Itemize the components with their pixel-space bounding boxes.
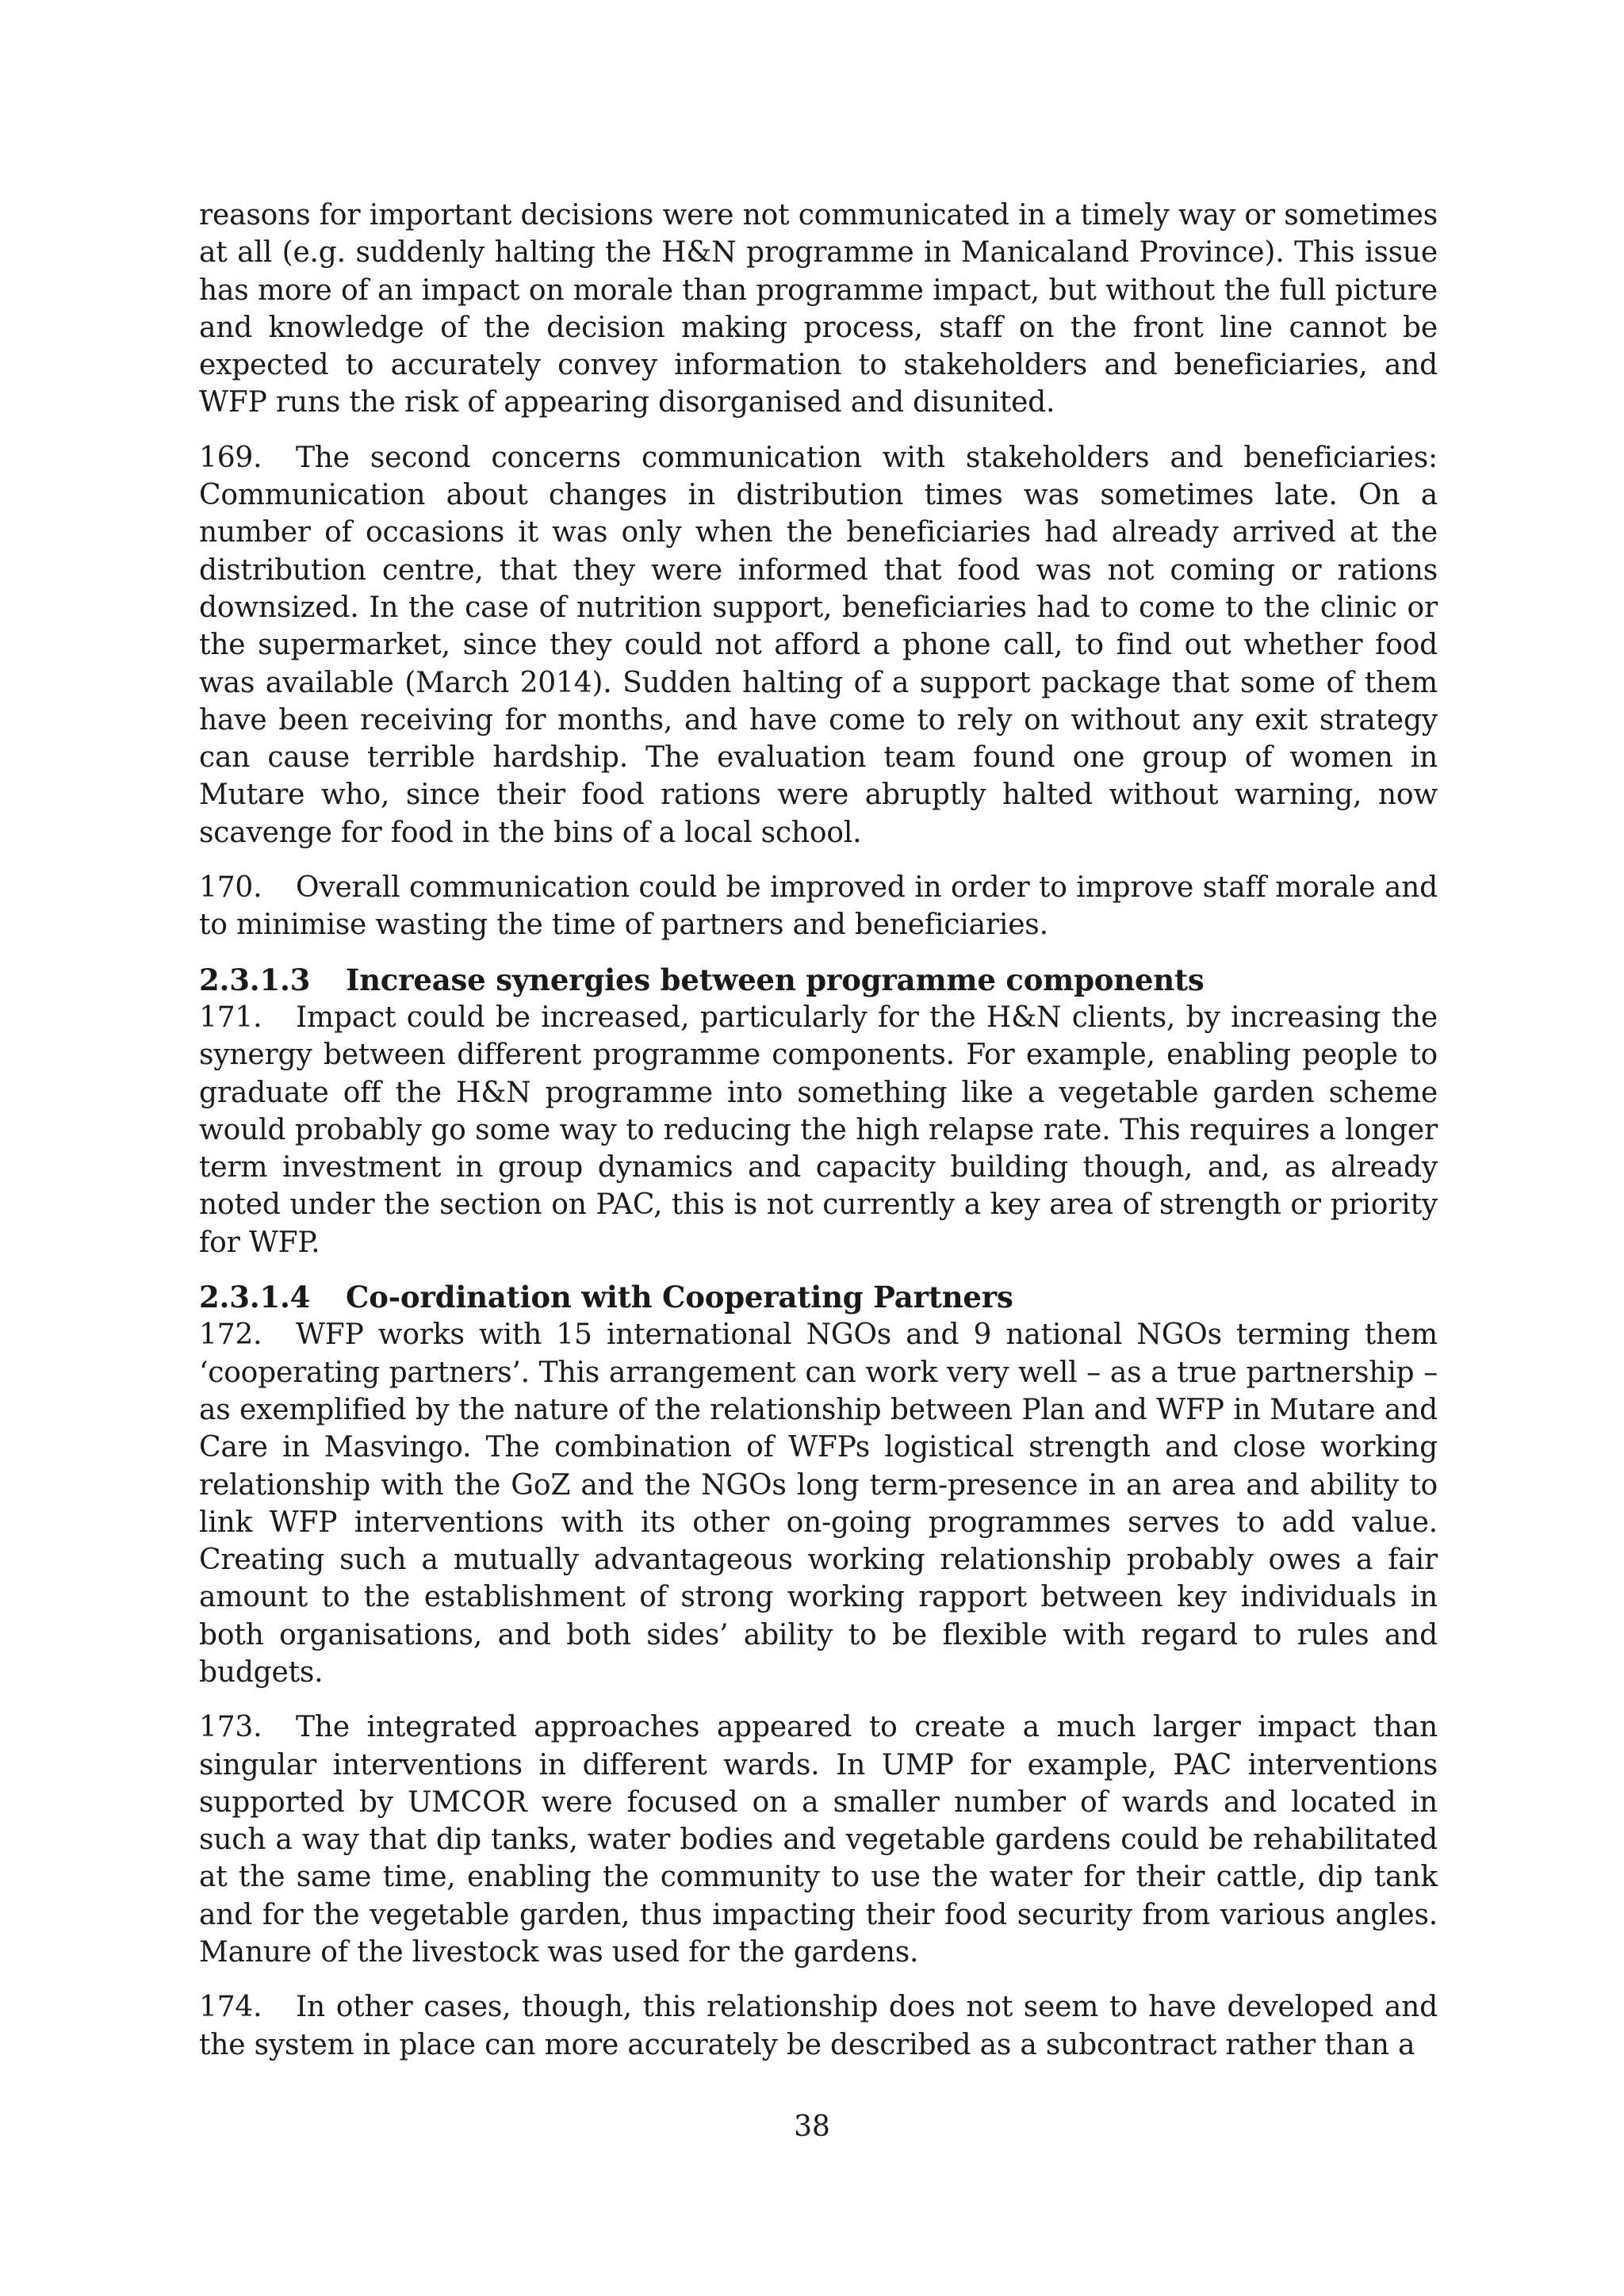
paragraph-172 (199, 1316, 1438, 1691)
paragraph-text: In other cases, though, this relationship does not seem to have developed and the system in place can more accurately be described as a subcontract rather than a (199, 1991, 1438, 2061)
paragraph-text: The integrated approaches appeared to create a much larger impact than singular interventions in different wards. In UMP for example, PAC interventions supported by UMCOR were focused on a smaller number of wards and located in such a way that dip tanks, water bodies and vegetable gardens could be rehabilitated at the same time, enabling the community to use the water for their cattle, dip tank and for the vegetable garden, thus impacting their food security from various angles. Manure of the livestock was used for the gardens. (199, 1711, 1438, 1969)
paragraph-number: 169. (199, 441, 262, 474)
paragraph-text: The second concerns communication with stakeholders and beneficiaries: Communication about changes in distribution times was sometimes late. On a number of occasions it was only when the beneficiaries had already arrived at the distribution centre, that they were informed that food was not coming or rations downsized. In the case of nutrition support, beneficiaries had to come to the clinic or the supermarket, since they could not afford a phone call, to find out whether food was available (March 2014). Sudden halting of a support package that some of them have been receiving for months, and have come to rely on without any exit strategy can cause terrible hardship. The evaluation team found one group of women in Mutare who, since their food rations were abruptly halted without warning, now scavenge for food in the bins of a local school. (199, 441, 1438, 849)
section-title: Co-ordination with Cooperating Partners (346, 1280, 1013, 1315)
section-heading-2-3-1-3 (199, 962, 1438, 999)
section-number: 2.3.1.4 (199, 1280, 311, 1315)
section-title: Increase synergies between programme components (346, 962, 1205, 997)
paragraph-number: 173. (199, 1711, 262, 1744)
paragraph-169 (199, 439, 1438, 851)
paragraph-171 (199, 999, 1438, 1261)
page-number: 38 (794, 2110, 830, 2143)
paragraph-174 (199, 1988, 1438, 2064)
document-page (199, 197, 1438, 2081)
paragraph-number: 170. (199, 871, 262, 905)
section-number: 2.3.1.3 (199, 962, 311, 997)
paragraph-text: Overall communication could be improved in order to improve staff morale and to minimise wasting the time of partners and beneficiaries. (199, 871, 1438, 942)
paragraph-text: WFP works with 15 international NGOs and 9 national NGOs terming them ‘cooperating partners’. This arrangement can work very well – as a true partnership – as exemplified by the nature of the relationship between Plan and WFP in Mutare and Care in Masvingo. The combination of WFPs logistical strength and close working relationship with the GoZ and the NGOs long term-presence in an area and ability to link WFP interventions with its other on-going programmes serves to add value. Creating such a mutually advantageous working relationship probably owes a fair amount to the establishment of strong working rapport between key individuals in both organisations, and both sides’ ability to be flexible with regard to rules and budgets. (199, 1318, 1438, 1689)
paragraph-number: 172. (199, 1318, 262, 1352)
paragraph-170 (199, 869, 1438, 944)
paragraph-number: 174. (199, 1991, 262, 2024)
section-heading-2-3-1-4 (199, 1279, 1438, 1316)
paragraph-number: 171. (199, 1001, 262, 1034)
paragraph-text: Impact could be increased, particularly for the H&N clients, by increasing the synergy between different programme components. For example, enabling people to graduate off the H&N programme into something like a vegetable garden scheme would probably go some way to reducing the high relapse rate. This requires a longer term investment in group dynamics and capacity building though, and, as already noted under the section on PAC, this is not currently a key area of strength or priority for WFP. (199, 1001, 1438, 1259)
paragraph-173 (199, 1709, 1438, 1971)
paragraph-continuation: reasons for important decisions were not communicated in a timely way or sometimes at all (e.g. suddenly halting the H&N programme in Manicaland Province). This issue has more of an impact on morale than programme impact, but without the full picture and knowledge of the decision making process, staff on the front line cannot be expected to accurately convey information to stakeholders and beneficiaries, and WFP runs the risk of appearing disorganised and disunited. (199, 199, 1438, 419)
